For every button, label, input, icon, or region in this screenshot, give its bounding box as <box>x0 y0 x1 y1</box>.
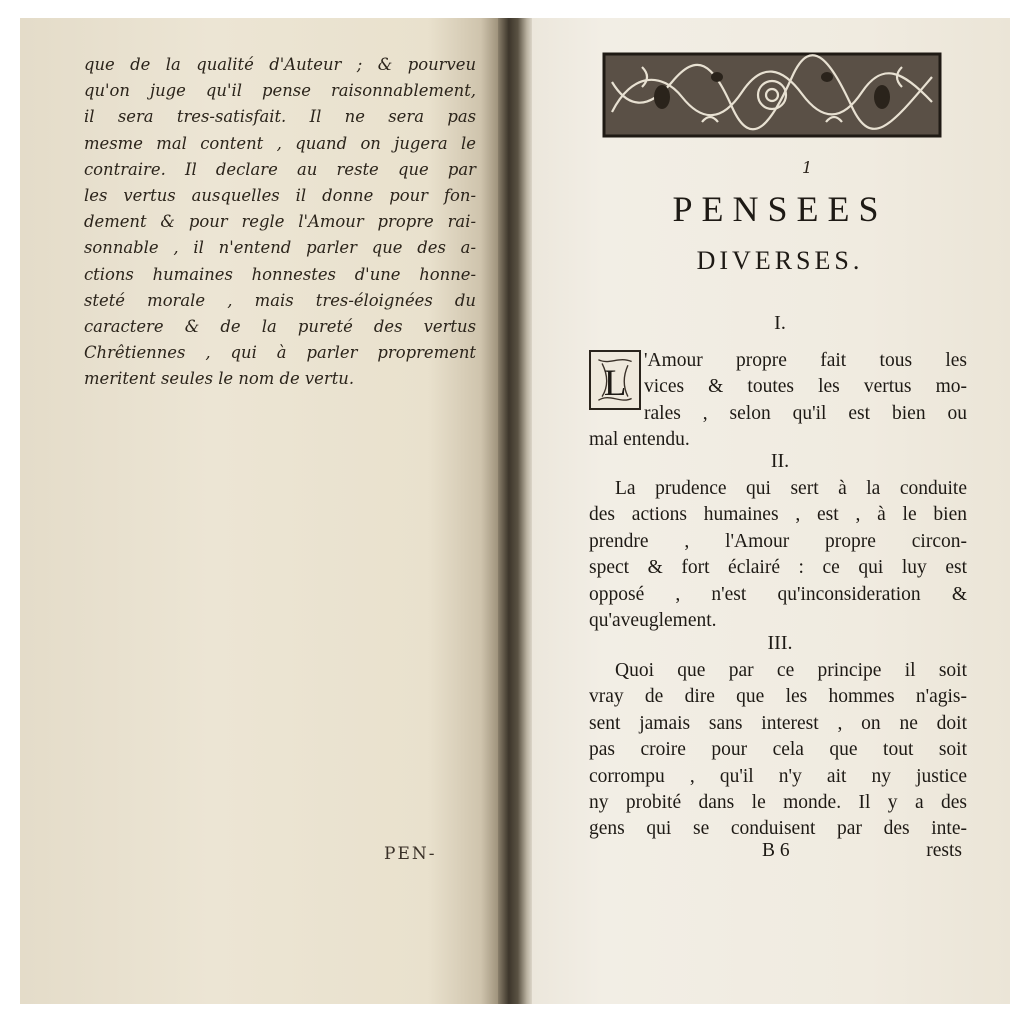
page-subtitle: DIVERSES. <box>696 246 864 275</box>
text-line: il sera tres-satisfait. Il ne sera pas <box>84 107 476 127</box>
section-numeral: II. <box>770 450 790 472</box>
text-line: sonnable , il n'entend parler que des a- <box>84 238 476 258</box>
section-numeral: III. <box>767 632 793 654</box>
text-line: opposé , n'est qu'inconsideration & <box>589 583 967 605</box>
text-line: des actions humaines , est , à le bien <box>589 504 967 526</box>
text-line: vray de dire que les hommes n'agis- <box>589 686 967 708</box>
text-line: meritent seules le nom de vertu. <box>84 369 355 389</box>
text-line: les vertus ausquelles il donne pour fon- <box>84 186 476 206</box>
text-line: sent jamais sans interest , on ne doit <box>589 712 967 734</box>
text-line: contraire. Il declare au reste que par <box>84 159 476 179</box>
left-page-text <box>84 52 476 393</box>
text-line: steté morale , mais tres-éloignées du <box>84 290 476 310</box>
text-line: rales , selon qu'il est bien ou <box>644 403 967 424</box>
left-page <box>20 18 500 1004</box>
text-line: caractere & de la pureté des vertus <box>84 317 476 337</box>
section-1-text-indented <box>644 348 967 401</box>
signature-mark: B 6 <box>762 840 790 861</box>
text-line: prendre , l'Amour propre circon- <box>589 530 967 552</box>
text-line: Quoi que par ce principe il soit <box>615 660 967 681</box>
book-gutter <box>498 18 534 1004</box>
text-line: Chrêtiennes , qui à parler proprement <box>84 343 476 363</box>
headpiece-ornament <box>602 52 942 138</box>
text-line: ctions humaines honnestes d'une honne- <box>84 264 476 284</box>
page-title: PENSEES <box>672 189 888 229</box>
text-line: mal entendu. <box>589 429 690 451</box>
text-line: 'Amour propre fait tous les <box>644 350 967 371</box>
text-line: qu'on juge qu'il pense raisonnablement, <box>84 81 476 101</box>
book-spread <box>20 18 1010 1004</box>
text-line: La prudence qui sert à la conduite <box>615 478 967 499</box>
section-numeral: I. <box>774 312 786 334</box>
text-line: gens qui se conduisent par des inte- <box>589 818 967 840</box>
text-line: ny probité dans le monde. Il y a des <box>589 792 967 814</box>
text-line: mesme mal content , quand on jugera le <box>84 133 476 153</box>
section-1-text <box>589 401 967 454</box>
section-2-text <box>589 476 967 634</box>
section-3-text <box>589 658 967 843</box>
text-line: spect & fort éclairé : ce qui luy est <box>589 557 967 579</box>
right-page <box>532 18 1010 1004</box>
catchword: PEN- <box>384 844 437 864</box>
svg-text:L: L <box>603 361 627 403</box>
text-line: pas croire pour cela que tout soit <box>589 739 967 761</box>
text-line: vices & toutes les vertus mo- <box>644 376 967 398</box>
page-number: 1 <box>802 158 813 177</box>
catchword: rests <box>926 840 962 861</box>
text-line: corrompu , qu'il n'y ait ny justice <box>589 765 967 787</box>
text-line: que de la qualité d'Auteur ; & pourveu <box>84 55 476 74</box>
text-line: dement & pour regle l'Amour propre rai- <box>84 212 476 232</box>
text-line: qu'aveuglement. <box>589 610 717 632</box>
